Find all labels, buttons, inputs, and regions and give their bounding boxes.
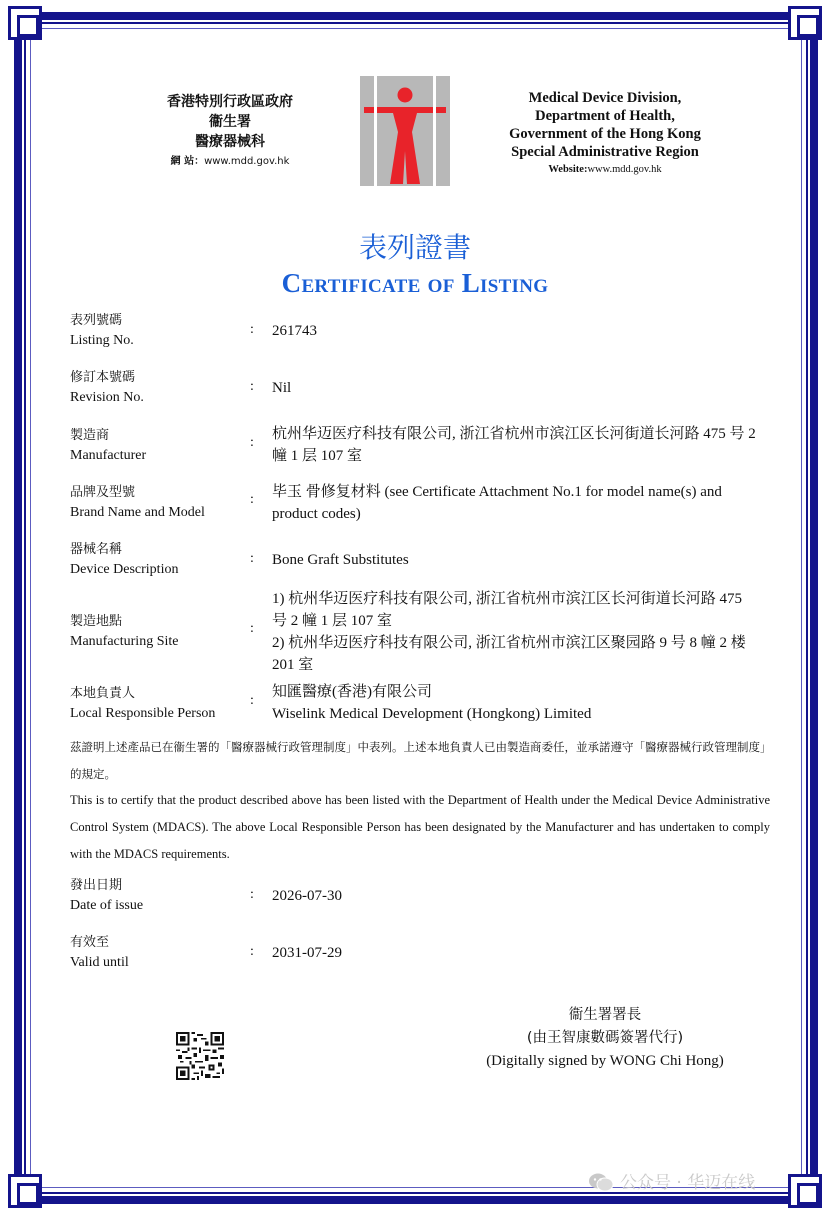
label-en: Listing No.	[70, 333, 134, 348]
label-en: Local Responsible Person	[70, 706, 216, 721]
wechat-icon	[588, 1172, 614, 1192]
colon: :	[250, 435, 254, 450]
qr-code-icon	[176, 1032, 224, 1080]
signatory-title: 衞生署署長	[568, 1007, 642, 1023]
watermark-text: 公众号 · 华迈在线	[620, 1173, 756, 1193]
corner-ornament-top-right	[788, 6, 822, 40]
corner-ornament-bottom-left	[8, 1174, 42, 1208]
corner-ornament-bottom-right	[788, 1174, 822, 1208]
device-description-value: Bone Graft Substitutes	[272, 552, 409, 568]
certification-statement-cn: 茲證明上述產品已在衞生署的「醫療器械行政管理制度」中表列。上述本地負責人已由製造商委任，並承諾遵守「醫療器械行政管理制度」的規定。	[70, 740, 766, 781]
label-en: Manufacturer	[70, 448, 147, 463]
issuer-en-division: Medical Device Division,	[528, 90, 682, 106]
label-cn: 有效至	[70, 935, 110, 950]
signatory-proxy-en: (Digitally signed by WONG Chi Hong)	[486, 1053, 724, 1069]
colon: :	[250, 621, 254, 636]
colon: :	[250, 551, 254, 566]
revision-no-value: Nil	[272, 380, 292, 396]
colon: :	[250, 492, 254, 507]
colon: :	[250, 887, 254, 902]
lrp-name-cn: 知匯醫療(香港)有限公司	[272, 684, 432, 700]
issuer-en-website: Website:www.mdd.gov.hk	[548, 164, 662, 175]
signature-block	[460, 1004, 750, 1073]
issuer-cn-website: 網 站：www.mdd.gov.hk	[170, 156, 290, 167]
label-cn: 發出日期	[70, 878, 123, 893]
label-en: Date of issue	[70, 898, 144, 913]
label-cn: 製造商	[70, 428, 110, 443]
local-responsible-person-value	[272, 681, 760, 725]
certificate-title-chinese: 表列證書	[358, 231, 471, 264]
certificate-title-english: Certificate of Listing	[281, 268, 549, 298]
certification-statement-en: This is to certify that the product described above has been listed with the Department of Health under the Medical Device Administrative Control System (MDACS). The above Local Responsible Person has been designated by the Manufacturer and has undertaken to comply with the MDACS requirements.	[70, 793, 770, 861]
issuer-cn-department: 衞生署	[209, 114, 251, 130]
manufacturer-value: 杭州华迈医疗科技有限公司, 浙江省杭州市滨江区长河街道长河路 475 号 2 幢 1 层 107 室	[272, 426, 756, 464]
listing-no-value: 261743	[272, 323, 317, 339]
issuer-en-government: Government of the Hong Kong	[509, 126, 701, 142]
issuer-en-region: Special Administrative Region	[511, 144, 699, 160]
manufacturing-site-1: 1) 杭州华迈医疗科技有限公司, 浙江省杭州市滨江区长河街道长河路 475 号 2 幢 1 层 107 室	[272, 591, 742, 629]
issuer-en-department: Department of Health,	[535, 108, 675, 124]
colon: :	[250, 693, 254, 708]
lrp-name-en: Wiselink Medical Development (Hongkong) Limited	[272, 706, 592, 722]
colon: :	[250, 944, 254, 959]
label-cn: 品牌及型號	[70, 485, 136, 500]
health-figure-icon	[360, 76, 450, 186]
label-cn: 表列號碼	[70, 313, 123, 328]
signatory-proxy-cn: (由王智康數碼簽署代行)	[526, 1030, 684, 1046]
issuer-chinese-block	[120, 92, 340, 172]
issuer-english-block	[480, 89, 730, 179]
label-cn: 修訂本號碼	[70, 370, 136, 385]
label-en: Revision No.	[70, 390, 144, 405]
manufacturing-site-value	[272, 588, 760, 676]
date-of-issue-value: 2026-07-30	[272, 888, 342, 904]
colon: :	[250, 379, 254, 394]
brand-model-value: 毕玉 骨修复材料 (see Certificate Attachment No.1 for model name(s) and product codes)	[272, 484, 722, 522]
label-en: Device Description	[70, 562, 179, 577]
label-cn: 器械名稱	[70, 542, 123, 557]
issuer-cn-government: 香港特別行政區政府	[167, 94, 293, 110]
label-en: Manufacturing Site	[70, 634, 179, 649]
label-cn: 本地負責人	[70, 686, 136, 701]
issuer-cn-division: 醫療器械科	[195, 134, 265, 150]
corner-ornament-top-left	[8, 6, 42, 40]
wechat-watermark	[588, 1168, 755, 1193]
label-cn: 製造地點	[70, 614, 123, 629]
department-of-health-logo	[360, 76, 450, 186]
label-en: Valid until	[70, 955, 129, 970]
colon: :	[250, 322, 254, 337]
label-en: Brand Name and Model	[70, 505, 205, 520]
valid-until-value: 2031-07-29	[272, 945, 342, 961]
manufacturing-site-2: 2) 杭州华迈医疗科技有限公司, 浙江省杭州市滨江区聚园路 9 号 8 幢 2 楼 201 室	[272, 635, 746, 673]
